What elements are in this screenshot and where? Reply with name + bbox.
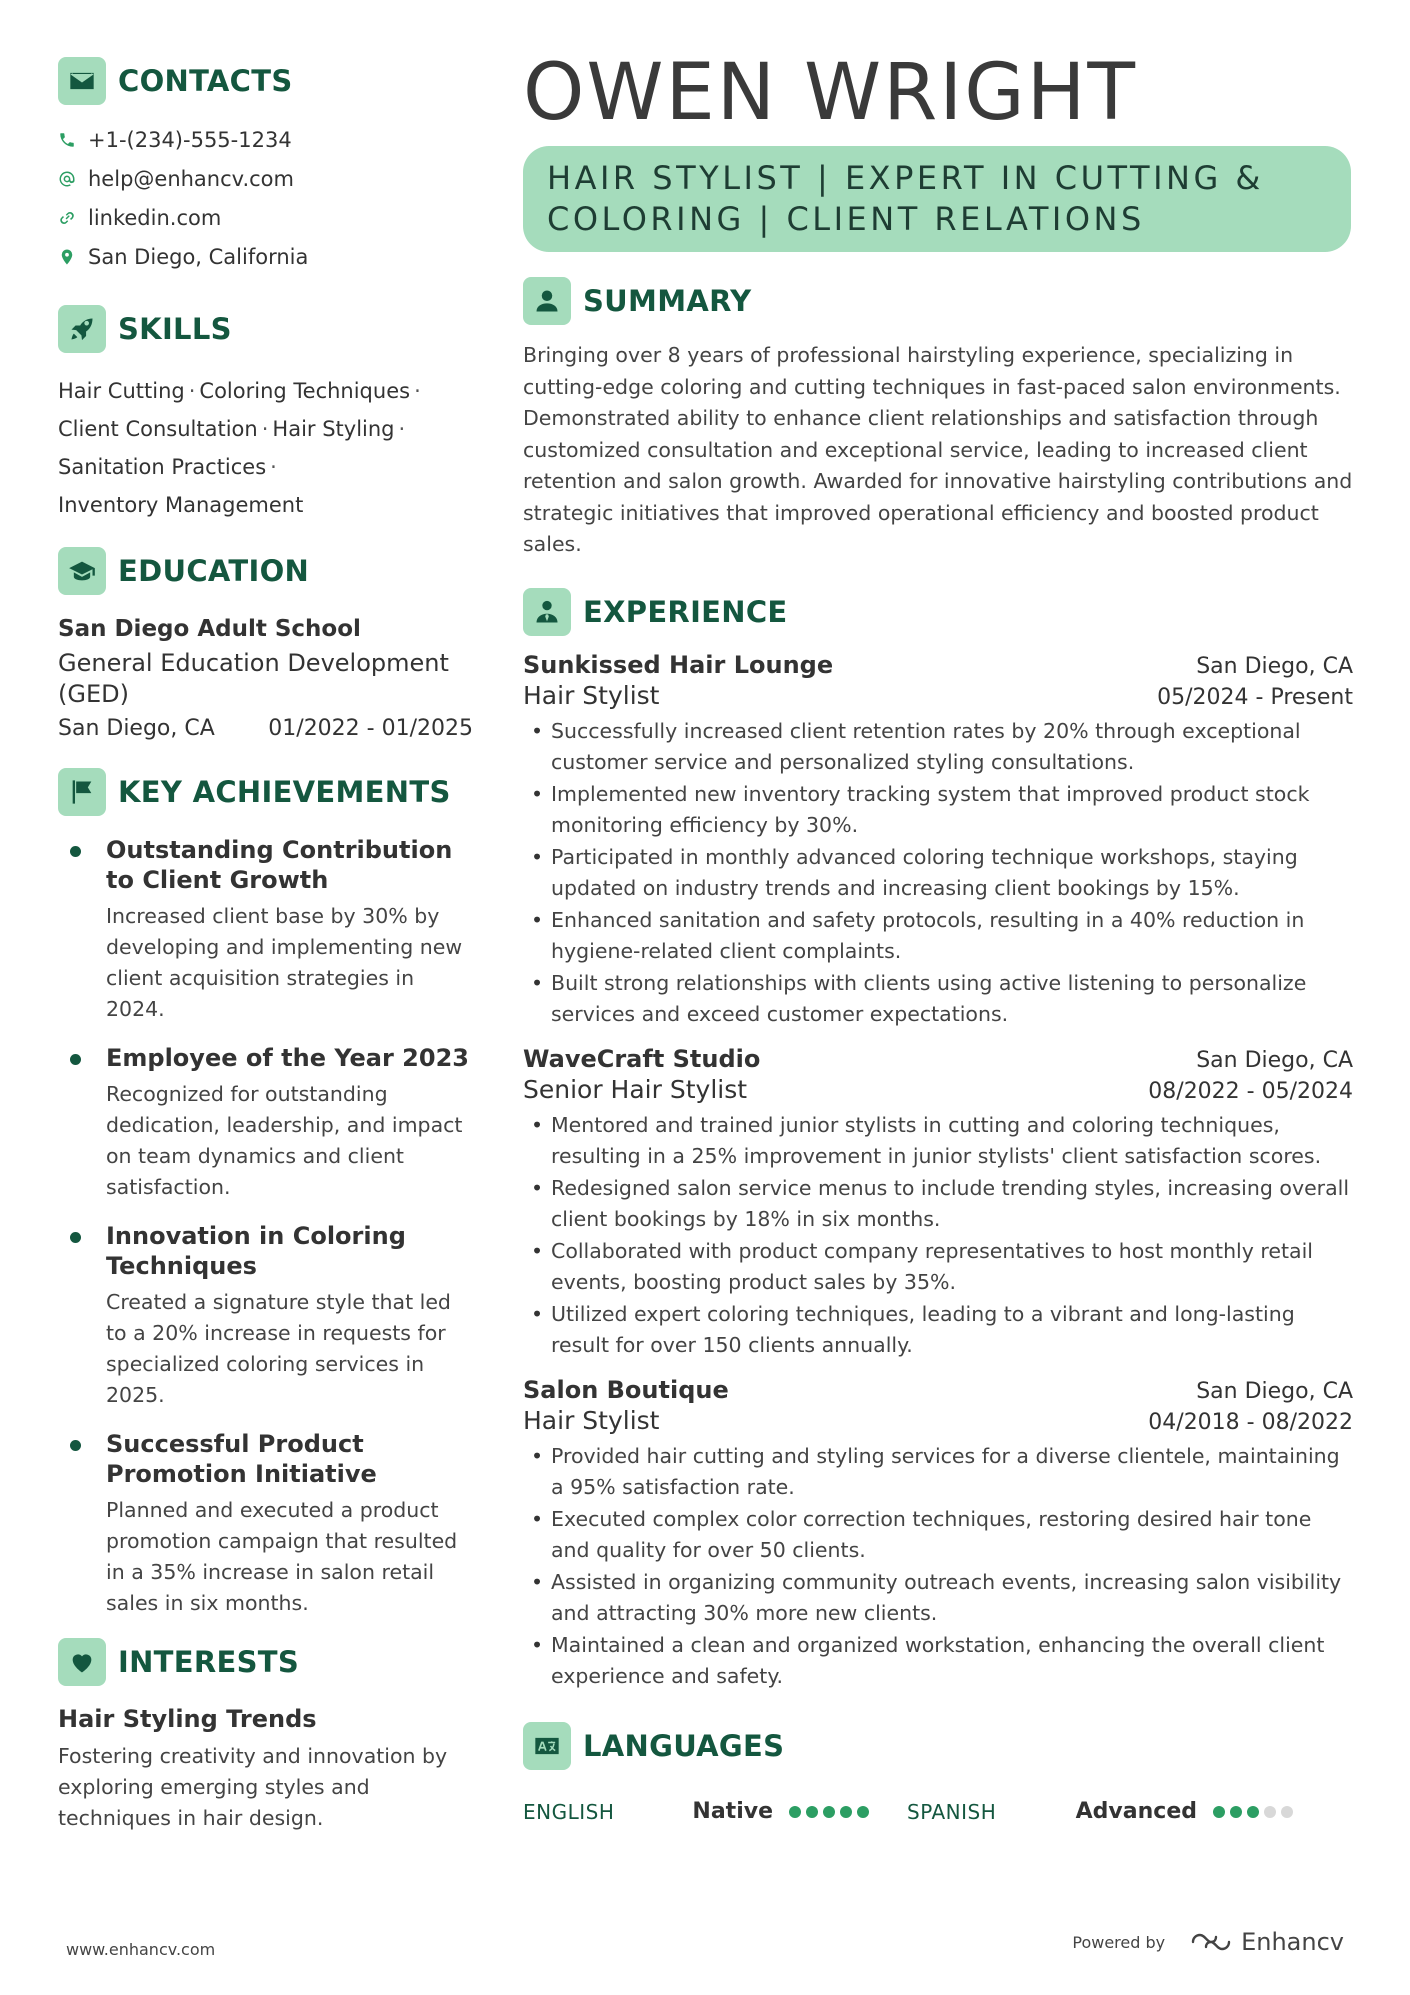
skill-separator: ·: [414, 379, 421, 403]
enhancv-logo-icon: [1189, 1930, 1233, 1954]
education-section-header: [58, 546, 478, 596]
job-dates: 05/2024 - Present: [1157, 684, 1353, 710]
achievement-title: Outstanding Contribution to Client Growth: [106, 836, 453, 894]
language-level: Advanced: [1075, 1799, 1197, 1824]
language-level: Native: [692, 1799, 773, 1824]
job-company: Sunkissed Hair Lounge: [523, 650, 834, 679]
footer-branding: [1072, 1928, 1344, 1956]
rating-dot-empty: [1281, 1806, 1293, 1818]
job-bullet: • Implemented new inventory tracking system that improved product stock monitoring efficiency by 30%.: [523, 779, 1353, 842]
candidate-name: OWEN WRIGHT: [523, 48, 1138, 138]
bullet-dot: [70, 1054, 81, 1065]
brand-name: Enhancv: [1241, 1928, 1344, 1956]
language-name: SPANISH: [907, 1799, 997, 1824]
job-bullet: • Assisted in organizing community outreach events, increasing salon visibility and attracting 30% more new clients.: [523, 1567, 1353, 1630]
headline-line: HAIR STYLIST | EXPERT IN CUTTING &: [547, 159, 1264, 197]
skill-item: Coloring Techniques: [199, 379, 411, 403]
contact-phone: [58, 120, 478, 159]
contact-email: [58, 159, 478, 198]
contact-list: [58, 120, 478, 276]
footer-website[interactable]: www.enhancv.com: [66, 1940, 216, 1959]
rating-dot-filled: [1213, 1806, 1225, 1818]
language-rating: [1213, 1806, 1298, 1818]
rating-dot-filled: [1247, 1806, 1259, 1818]
achievement-item: [58, 1043, 476, 1203]
achievements-title: KEY ACHIEVEMENTS: [118, 775, 451, 809]
job-entry: [523, 1376, 1353, 1693]
job-company: WaveCraft Studio: [523, 1044, 761, 1073]
location-text: San Diego, California: [88, 244, 309, 269]
job-company: Salon Boutique: [523, 1375, 729, 1404]
education-degree: General Education Development (GED): [58, 649, 449, 708]
bullet-dot: [70, 1440, 81, 1451]
job-entry: [523, 651, 1353, 1031]
skills-section-header: [58, 304, 478, 354]
achievement-title: Employee of the Year 2023: [106, 1044, 469, 1072]
rating-dot-filled: [857, 1806, 869, 1818]
languages-title: LANGUAGES: [583, 1728, 785, 1763]
summary-section-header: [523, 276, 1353, 326]
email-text[interactable]: help@enhancv.com: [88, 166, 294, 191]
envelope-icon: [58, 57, 106, 105]
achievement-desc: Increased client base by 30% by developing and implementing new client acquisition strategies in 2024.: [106, 904, 463, 1021]
rating-dot-filled: [823, 1806, 835, 1818]
experience-title: EXPERIENCE: [583, 594, 788, 629]
rating-dot-filled: [840, 1806, 852, 1818]
person-icon: [523, 277, 571, 325]
skill-separator: ·: [398, 417, 406, 441]
language-name: ENGLISH: [523, 1799, 615, 1824]
education-title: EDUCATION: [118, 554, 310, 588]
translate-icon: [523, 1722, 571, 1770]
achievements-section-header: [58, 767, 478, 817]
languages-list: [523, 1795, 1353, 1829]
headline-banner: [523, 146, 1351, 252]
job-bullet: • Built strong relationships with clients using active listening to personalize services and exceed customer expectations.: [523, 968, 1353, 1031]
job-bullet: • Executed complex color correction techniques, restoring desired hair tone and quality for over 50 clients.: [523, 1504, 1353, 1567]
phone-icon: [58, 131, 76, 149]
job-bullets: [523, 716, 1353, 1031]
powered-by-text: Powered by: [1072, 1932, 1166, 1952]
job-role: Hair Stylist: [523, 680, 660, 710]
job-dates: 04/2018 - 08/2022: [1148, 1409, 1353, 1435]
bullet-dot: [70, 1232, 81, 1243]
job-entry: [523, 1045, 1353, 1362]
rating-dot-filled: [789, 1806, 801, 1818]
job-bullet: • Successfully increased client retention rates by 20% through exceptional customer service and personalized styling consultations.: [523, 716, 1353, 779]
skill-item: Client Consultation: [58, 417, 258, 441]
phone-text[interactable]: +1-(234)-555-1234: [88, 127, 292, 152]
heart-icon: [58, 1638, 106, 1686]
achievement-title: Successful Product Promotion Initiative: [106, 1430, 377, 1488]
achievement-desc: Planned and executed a product promotion campaign that resulted in a 35% increase in salon retail sales in six months.: [106, 1498, 458, 1615]
skill-item: Hair Styling: [272, 417, 395, 441]
job-bullet: • Collaborated with product company representatives to host monthly retail events, boosting product sales by 35%.: [523, 1236, 1353, 1299]
achievement-title: Innovation in Coloring Techniques: [106, 1222, 406, 1280]
job-bullet: • Mentored and trained junior stylists in cutting and coloring techniques, resulting in a 25% improvement in junior stylists' client satisfaction scores.: [523, 1110, 1353, 1173]
headline-line: COLORING | CLIENT RELATIONS: [547, 200, 1145, 238]
education-meta: [58, 716, 473, 741]
enhancv-logo[interactable]: [1189, 1928, 1344, 1956]
achievement-desc: Recognized for outstanding dedication, leadership, and impact on team dynamics and client satisfaction.: [106, 1082, 463, 1199]
contacts-section-header: [58, 56, 478, 106]
job-bullet: • Redesigned salon service menus to include trending styles, increasing overall client bookings by 18% in six months.: [523, 1173, 1353, 1236]
contact-location: [58, 237, 478, 276]
skill-item: Inventory Management: [58, 493, 304, 517]
job-role: Senior Hair Stylist: [523, 1074, 748, 1104]
left-column: [58, 56, 478, 1834]
skill-separator: ·: [261, 417, 269, 441]
job-dates: 08/2022 - 05/2024: [1148, 1078, 1353, 1104]
job-role: Hair Stylist: [523, 1405, 660, 1435]
skill-separator: ·: [270, 455, 277, 479]
skills-list: [58, 372, 458, 524]
link-text[interactable]: linkedin.com: [88, 205, 222, 230]
achievement-item: [58, 1429, 476, 1619]
job-location: San Diego, CA: [1196, 1378, 1353, 1404]
interests-title: INTERESTS: [118, 1645, 300, 1679]
contact-link: [58, 198, 478, 237]
job-bullet: • Enhanced sanitation and safety protocols, resulting in a 40% reduction in hygiene-related client complaints.: [523, 905, 1353, 968]
achievement-item: [58, 1221, 476, 1411]
job-bullets: [523, 1110, 1353, 1362]
job-bullet: • Maintained a clean and organized workstation, enhancing the overall client experience and safety.: [523, 1630, 1353, 1693]
education-location: San Diego, CA: [58, 716, 215, 741]
at-icon: [58, 170, 76, 188]
rating-dot-empty: [1264, 1806, 1276, 1818]
job-bullets: [523, 1441, 1353, 1693]
contacts-title: CONTACTS: [118, 64, 293, 98]
skill-item: Sanitation Practices: [58, 455, 267, 479]
right-column: [523, 44, 1353, 1829]
bullet-dot: [70, 846, 81, 857]
education-dates: 01/2022 - 01/2025: [268, 716, 473, 741]
job-location: San Diego, CA: [1196, 1047, 1353, 1073]
interests-section-header: [58, 1637, 478, 1687]
job-location: San Diego, CA: [1196, 653, 1353, 679]
map-pin-icon: [58, 248, 76, 266]
job-bullet: • Utilized expert coloring techniques, leading to a vibrant and long-lasting result for over 150 clients annually.: [523, 1299, 1353, 1362]
rating-dot-filled: [1230, 1806, 1242, 1818]
languages-section-header: [523, 1721, 1353, 1771]
link-icon: [58, 209, 76, 227]
skills-title: SKILLS: [118, 312, 232, 346]
job-bullet: • Participated in monthly advanced coloring technique workshops, staying updated on industry trends and increasing client bookings by 15%.: [523, 842, 1353, 905]
rating-dot-filled: [806, 1806, 818, 1818]
achievement-desc: Created a signature style that led to a 20% increase in requests for specialized coloring services in 2025.: [106, 1290, 451, 1407]
interest-title: Hair Styling Trends: [58, 1705, 317, 1733]
achievement-item: [58, 835, 476, 1025]
language-rating: [789, 1806, 899, 1818]
summary-text: Bringing over 8 years of professional hairstyling experience, specializing in cutting-edge coloring and cutting techniques in fast-paced salon environments. Demonstrated ability to enhance client relationships and satisfaction through customized consultation and exceptional service, leading to increased client retention and salon growth. Awarded for innovative hairstyling contributions and strategic initiatives that improved operational efficiency and boosted product sales.: [523, 343, 1353, 556]
skill-item: Hair Cutting: [58, 379, 185, 403]
summary-title: SUMMARY: [583, 284, 752, 318]
achievements-list: [58, 835, 478, 1619]
rocket-icon: [58, 305, 106, 353]
interest-desc: Fostering creativity and innovation by exploring emerging styles and techniques in hair design.: [58, 1744, 448, 1830]
skill-separator: ·: [188, 379, 196, 403]
education-school: San Diego Adult School: [58, 616, 361, 642]
graduation-cap-icon: [58, 547, 106, 595]
experience-section-header: [523, 587, 1353, 637]
briefcase-person-icon: [523, 588, 571, 636]
flag-icon: [58, 768, 106, 816]
job-bullet: • Provided hair cutting and styling services for a diverse clientele, maintaining a 95% satisfaction rate.: [523, 1441, 1353, 1504]
